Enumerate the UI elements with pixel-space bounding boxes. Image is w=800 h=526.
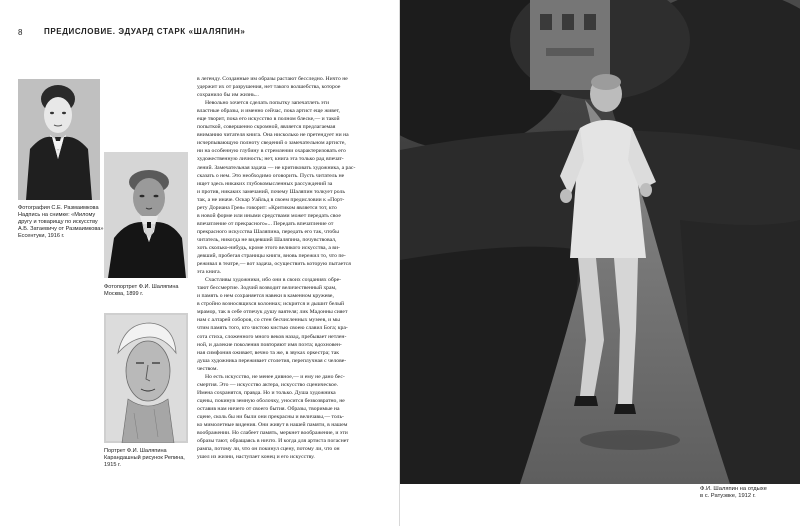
text-line: сота стиха, сложенного много веков назад, пребывает нетлен- [197,333,347,340]
text-line: ная симфония оживает, вечно та же, в звуках оркестра; так [197,349,340,356]
portrait-photo-3 [104,313,188,443]
caption-big-photo: Ф.И. Шаляпин на отдыхе в с. Ратуэвке, 1912 г. [700,486,767,499]
text-line: душа художника переживает столетия, переплучная с челове- [197,357,347,364]
text-line: ни на особенную глубину в стремлении охарактеризовать его [197,148,346,155]
text-line: впечатление от прекрасного»... Передать впечатление от [197,220,334,227]
text-line: так, а не иначе. Оскар Уайльд в своем предисловии к «Порт- [197,196,345,203]
portrait-photo-1 [18,79,100,200]
text-line: прекрасного искусства Шаляпина, передать его так, чтобы [197,228,339,235]
page-number: 8 [18,28,23,37]
text-line: сказать о нем. Это необходимо оговорить. Пусть читатель не [197,172,345,179]
text-line: эта книга. [197,269,222,276]
text-line: лений. Замечательная задача — не критиковать художника, а рас- [197,164,356,171]
text-line: рету Дориана Грея» говорит: «Критиком является тот, кто [197,204,337,211]
caption-photo-3: Портрет Ф.И. Шаляпина Карандашный рисунок Репина, 1915 г. [104,448,185,468]
outdoor-photo [400,0,800,484]
text-line: ушел из жизни, наступает конец и его искусству. [197,454,315,461]
text-line: воображении. Но слабеет память, меркнет воображение, и эти [197,430,348,437]
text-line: мрамор, так в себе отпечук душу ваятеля; лик Мадонны сияет [197,309,348,316]
text-line: реживал в театре,— вот задача, осуществить которую пытается [197,261,351,268]
text-line: чтим память того, кто чистою кистью своею славил Бога; кра- [197,325,348,332]
text-line: в новой форме или иными средствами может передать свое [197,212,341,219]
text-line: в легенду. Созданные им образы растают бесследно. Ничто не [197,76,348,82]
text-line: ищет здесь никаких глубокомысленных рассуждений за [197,180,333,187]
text-line: ной, и далекие поколения повторяют имя поэта; вдохновен- [197,341,342,348]
text-line: рампа, потому ли, что он покинул сцену, потому ли, что он [197,446,340,453]
text-line: властные образы, и именно сейчас, пока артист еще живет, [197,108,340,115]
text-line: образы тают, обращаясь в ничто. И когда для артиста погаснет [197,438,349,445]
text-line: тают бессмертие. Зодчий возводит величественный храм, [197,285,337,292]
photo-chaliapin-running [400,0,800,484]
text-line: сцены, покинув земную оболочку, уносится безвозвратно, не [197,397,345,404]
text-line: оставив нам ничего от своего бытия. Образы, творимые на [197,405,340,412]
text-line: исчерпывающую полноту сведений о замечательном артисте, [197,140,346,147]
text-line: ко мимолетные видения. Они живут в нашей памяти, в нашем [197,422,348,429]
text-line: еще творит, пока его искусство в полном блеске,— и такой [197,116,340,123]
text-line: удержит их от разрушения, нет такого волшебства, которое [197,84,341,91]
text-line: и против, никаких замечаний, почему Шаляпин толкует роль [197,188,345,195]
text-line: смертия. Это — искусство актера, искусство сценическое. [197,381,339,388]
text-line: девший, пробегая страницы книги, вновь пережил то, что пе- [197,253,346,260]
text-line: попыткой, совершенно скромной, является предлагаемая [197,124,336,131]
text-line: нам с алтарей соборов, со стен бесчисленных музеев, и мы [197,317,340,324]
text-line: Невольно хочется сделать попытку запечатлеть эти [205,100,329,107]
text-line: в стройно возносящихся колоннах; искрится и дышит белый [197,301,345,308]
right-page [400,0,800,526]
caption-photo-2: Фотопортрет Ф.И. Шаляпина Москва, 1899 г. [104,284,179,297]
text-line: сцене, сколь бы ни были они прекрасны и величавы,— толь- [197,413,344,420]
text-line: сохранило бы им жизнь... [197,92,259,99]
caption-photo-1: Фотография С.Е. Размаимкова Надпись на снимке: «Милому другу и товарищу по искусству А.Б. Затаевичу от Размаимкова» Ессентуки, 1916 г. [18,205,104,239]
text-line: хоть сколько-нибудь, кроме этого великого искусства, а ви- [197,244,340,251]
text-line: читатель, никогда не видевший Шаляпина, почувствовал, [197,236,337,243]
photo-repin-drawing [104,313,188,443]
text-line: Счастливы художники, ибо они в своих созданиях обре- [205,277,342,284]
text-line: Имена сохранятся, правда. Но и только. Душа художника [197,389,336,396]
text-line: вниманию читателя книга. Она нисколько не претендует ни на [197,132,349,139]
running-head: ПРЕДИСЛОВИЕ. ЭДУАРД СТАРК «ШАЛЯПИН» [44,27,246,36]
text-line: чеством. [197,365,218,372]
photo-chaliapin-1899 [104,152,188,278]
photo-razmaimkov [18,79,100,200]
text-line: и память о нем сохраняется навеки в каменном кружеве, [197,293,334,300]
text-line: художественную личность; нет, книга эта только рад впечат- [197,156,344,163]
text-line: Но есть искусство, не менее дивное,— и ему не дано бес- [205,373,345,380]
body-text [197,75,383,461]
portrait-photo-2 [104,152,188,278]
